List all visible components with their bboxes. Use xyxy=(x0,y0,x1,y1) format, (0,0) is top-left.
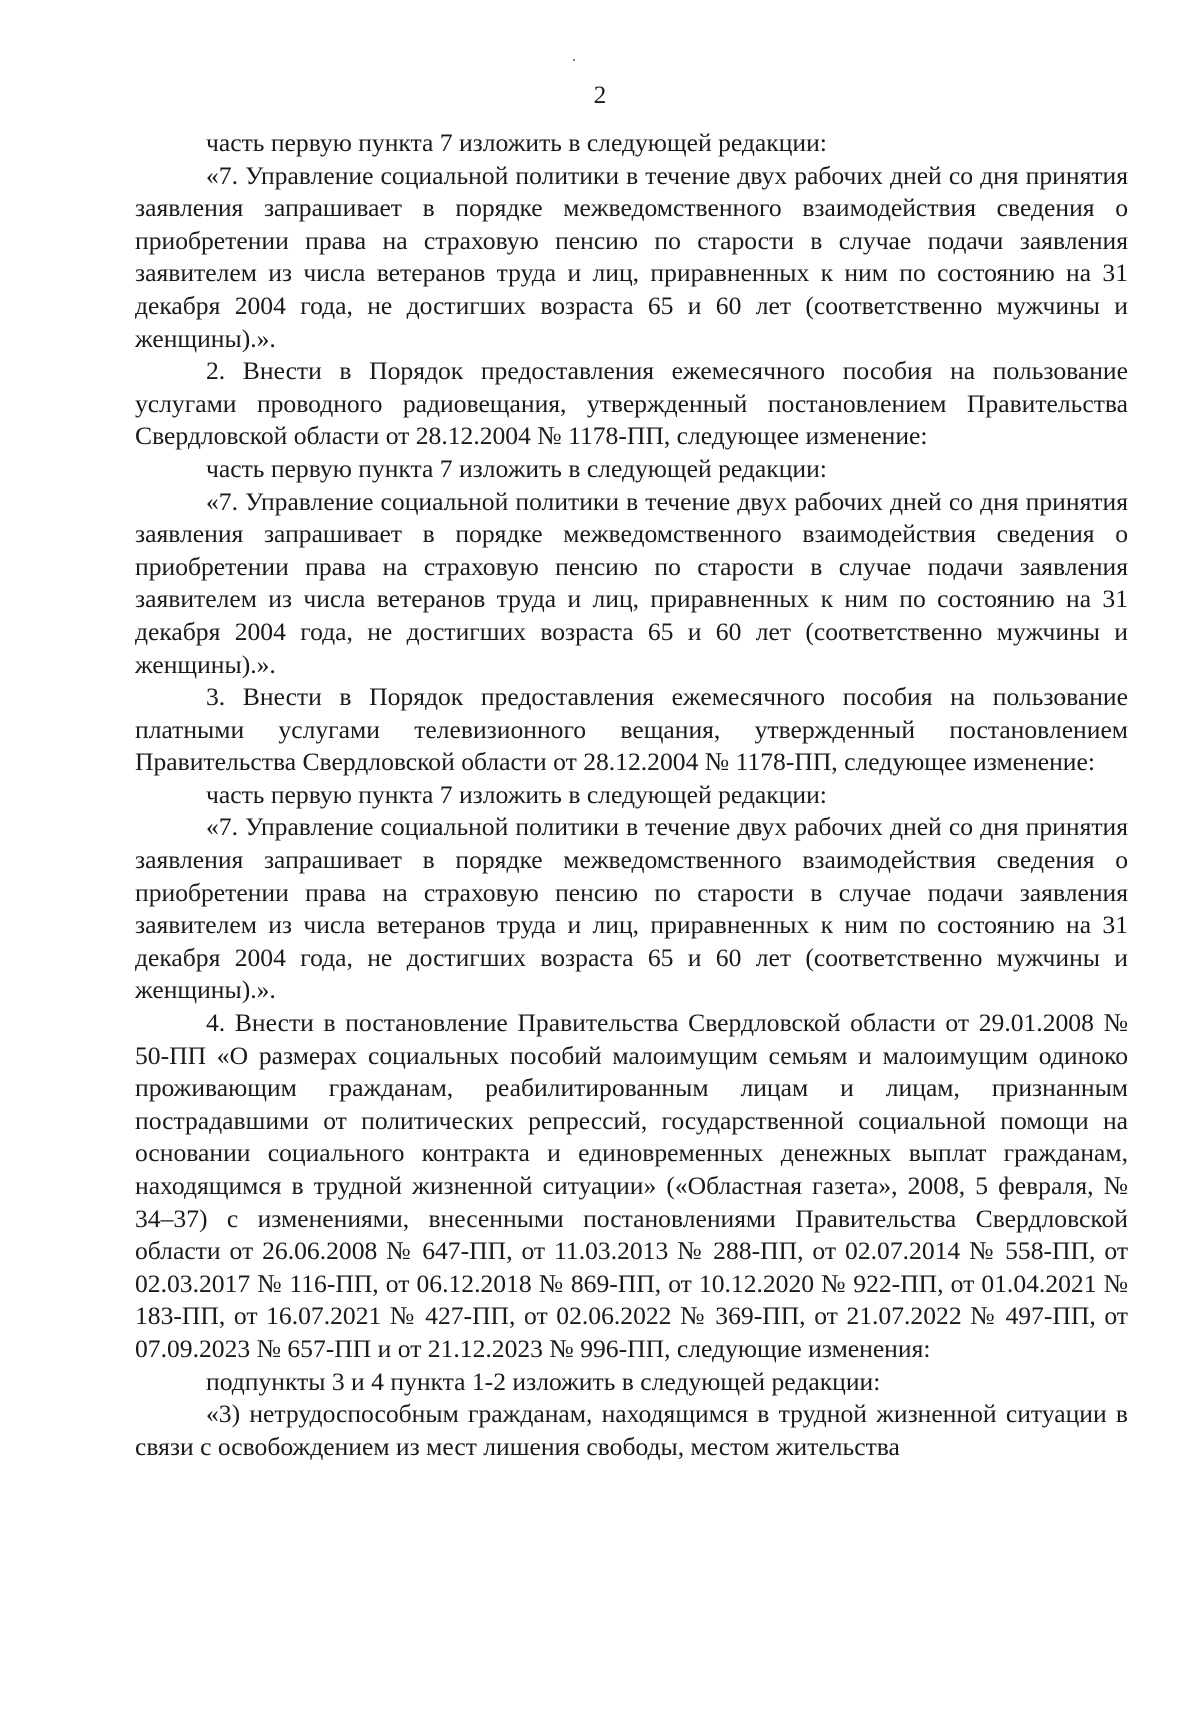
paragraph: часть первую пункта 7 изложить в следующей редакции: xyxy=(206,779,827,809)
scan-speck xyxy=(573,59,575,61)
paragraph: 4. Внести в постановление Правительства Свердловской области от 29.01.2008 № 50-ПП «О размерах социальных пособий малоимущим семьям и малоимущим одиноко проживающим гражданам, реабилитированным лицам и лицам, признанным пострадавшими от политических репрессий, государственной социальной помощи на основании социального контракта и единовременных денежных выплат гражданам, находящимся в трудной жизненной ситуации» («Областная газета», 2008, 5 февраля, № 34–37) с изменениями, внесенными постановлениями Правительства Свердловской области от 26.06.2008 № 647-ПП, от 11.03.2013 № 288-ПП, от 02.07.2014 № 558-ПП, от 02.03.2017 № 116-ПП, от 06.12.2018 № 869-ПП, от 10.12.2020 № 922-ПП, от 01.04.2021 № 183-ПП, от 16.07.2021 № 427-ПП, от 02.06.2022 № 369-ПП, от 21.07.2022 № 497-ПП, от 07.09.2023 № 657-ПП и от 21.12.2023 № 996-ПП, следующие изменения: xyxy=(135,1008,1128,1363)
paragraph: «3) нетрудоспособным гражданам, находящимся в трудной жизненной ситуации в связи с освобождением из мест лишения свободы, местом жительства xyxy=(135,1399,1128,1461)
document-body xyxy=(135,127,1128,1463)
paragraph: часть первую пункта 7 изложить в следующей редакции: xyxy=(206,128,827,157)
paragraph: «7. Управление социальной политики в течение двух рабочих дней со дня принятия заявления запрашивает в порядке межведомственного взаимодействия сведения о приобретении права на страховую пенсию по старости в случае подачи заявления заявителем из числа ветеранов труда и лиц, приравненных к ним по состоянию на 31 декабря 2004 года, не достигших возраста 65 и 60 лет (соответственно мужчины и женщины).». xyxy=(135,486,1128,679)
paragraph: 2. Внести в Порядок предоставления ежемесячного пособия на пользование услугами проводного радиовещания, утвержденный постановлением Правительства Свердловской области от 28.12.2004 № 1178-ПП, следующее изменение: xyxy=(135,356,1128,451)
paragraph: часть первую пункта 7 изложить в следующей редакции: xyxy=(206,453,827,483)
page-number: 2 xyxy=(593,82,607,109)
paragraph: «7. Управление социальной политики в течение двух рабочих дней со дня принятия заявления запрашивает в порядке межведомственного взаимодействия сведения о приобретении права на страховую пенсию по старости в случае подачи заявления заявителем из числа ветеранов труда и лиц, приравненных к ним по состоянию на 31 декабря 2004 года, не достигших возраста 65 и 60 лет (соответственно мужчины и женщины).». xyxy=(135,812,1128,1005)
paragraph: «7. Управление социальной политики в течение двух рабочих дней со дня принятия заявления запрашивает в порядке межведомственного взаимодействия сведения о приобретении права на страховую пенсию по старости в случае подачи заявления заявителем из числа ветеранов труда и лиц, приравненных к ним по состоянию на 31 декабря 2004 года, не достигших возраста 65 и 60 лет (соответственно мужчины и женщины).». xyxy=(135,160,1128,353)
paragraph: подпункты 3 и 4 пункта 1-2 изложить в следующей редакции: xyxy=(206,1366,881,1396)
paragraph: 3. Внести в Порядок предоставления ежемесячного пособия на пользование платными услугами телевизионного вещания, утвержденный постановлением Правительства Свердловской области от 28.12.2004 № 1178-ПП, следующее изменение: xyxy=(135,682,1128,777)
